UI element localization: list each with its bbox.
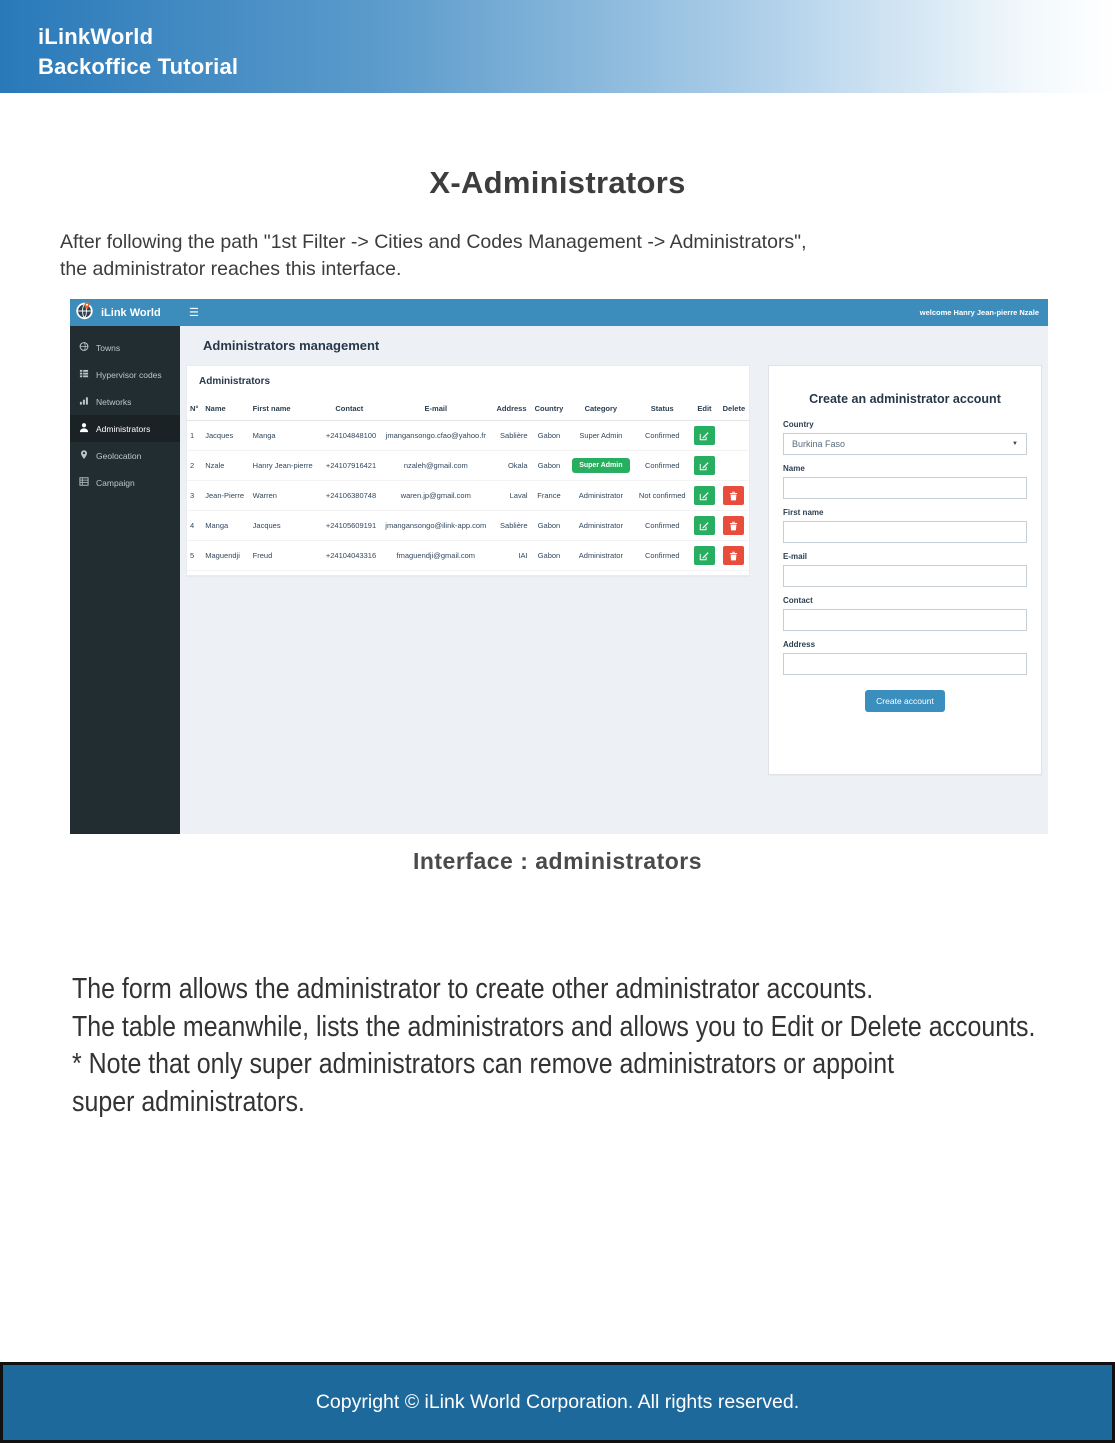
cell-category: Administrator bbox=[567, 541, 634, 571]
name-field[interactable] bbox=[783, 477, 1027, 499]
cell-contact: +24104043316 bbox=[320, 541, 380, 571]
map-pin-icon bbox=[79, 449, 89, 462]
hamburger-icon[interactable]: ☰ bbox=[189, 307, 199, 319]
edit-button[interactable] bbox=[694, 546, 715, 565]
cell-delete-empty bbox=[719, 421, 749, 451]
sidebar-item-label: Hypervisor codes bbox=[96, 369, 162, 380]
name-label: Name bbox=[783, 464, 805, 473]
cell-category: Administrator bbox=[567, 511, 634, 541]
col-first-name: First name bbox=[250, 399, 320, 421]
table-row bbox=[187, 481, 749, 511]
delete-button[interactable] bbox=[723, 486, 744, 505]
intro-paragraph bbox=[60, 229, 1115, 283]
administrators-panel bbox=[186, 365, 750, 576]
app-main bbox=[180, 299, 1048, 834]
col-country: Country bbox=[531, 399, 568, 421]
document-header bbox=[0, 0, 1115, 93]
email-label: E-mail bbox=[783, 552, 808, 561]
cell-contact: +24106380748 bbox=[320, 481, 380, 511]
cell-email: fmaguendji@gmail.com bbox=[379, 541, 492, 571]
app-content bbox=[180, 326, 1048, 834]
app-screenshot bbox=[70, 299, 1048, 834]
app-page-heading: Administrators management bbox=[203, 338, 380, 353]
header-subtitle: Backoffice Tutorial bbox=[38, 54, 239, 79]
email-field[interactable] bbox=[783, 565, 1027, 587]
cell-country: Gabon bbox=[531, 451, 568, 481]
cell-email: jmangansongo.cfao@yahoo.fr bbox=[379, 421, 492, 451]
cell-first-name: Warren bbox=[250, 481, 320, 511]
table-header-row bbox=[187, 399, 749, 421]
copyright-text: Copyright © iLink World Corporation. All rights reserved. bbox=[315, 1391, 800, 1413]
first-name-label: First name bbox=[783, 508, 824, 517]
col-email: E-mail bbox=[379, 399, 492, 421]
ilink-logo-icon bbox=[75, 301, 94, 325]
body-paragraph bbox=[72, 971, 1036, 1121]
sidebar-item-hypervisor-codes[interactable] bbox=[70, 361, 180, 388]
cell-name: Manga bbox=[202, 511, 249, 541]
cell-address: Sablière bbox=[492, 511, 530, 541]
cell-country: France bbox=[531, 481, 568, 511]
table-row bbox=[187, 541, 749, 571]
country-label: Country bbox=[783, 420, 814, 429]
edit-button[interactable] bbox=[694, 456, 715, 475]
list-icon bbox=[79, 476, 89, 489]
body-line-4: super administrators. bbox=[72, 1085, 305, 1118]
cell-number: 3 bbox=[187, 481, 202, 511]
cell-name: Jean-Pierre bbox=[202, 481, 249, 511]
cell-address: Sablière bbox=[492, 421, 530, 451]
country-select-value: Burkina Faso bbox=[792, 439, 846, 449]
cell-contact: +24104848100 bbox=[320, 421, 380, 451]
cell-address: Okala bbox=[492, 451, 530, 481]
app-topbar bbox=[180, 299, 1048, 326]
contact-label: Contact bbox=[783, 596, 813, 605]
administrators-table bbox=[187, 399, 749, 571]
brand-name: iLink World bbox=[101, 306, 161, 319]
create-account-panel bbox=[768, 365, 1042, 775]
table-row bbox=[187, 421, 749, 451]
intro-line-2: the administrator reaches this interface. bbox=[60, 258, 402, 280]
sidebar-item-label: Administrators bbox=[96, 423, 151, 434]
chevron-down-icon: ▼ bbox=[1012, 441, 1018, 447]
body-line-2: The table meanwhile, lists the administrators and allows you to Edit or Delete accounts. bbox=[72, 1010, 1036, 1043]
body-line-3: * Note that only super administrators can remove administrators or appoint bbox=[72, 1048, 895, 1080]
form-title: Create an administrator account bbox=[809, 392, 1001, 406]
sidebar-item-towns[interactable] bbox=[70, 334, 180, 361]
cell-first-name: Manga bbox=[250, 421, 320, 451]
col-name: Name bbox=[202, 399, 249, 421]
address-label: Address bbox=[783, 640, 816, 649]
contact-field[interactable] bbox=[783, 609, 1027, 631]
first-name-field[interactable] bbox=[783, 521, 1027, 543]
figure-caption: Interface : administrators bbox=[412, 848, 703, 874]
cell-number: 5 bbox=[187, 541, 202, 571]
edit-button[interactable] bbox=[694, 516, 715, 535]
cell-country: Gabon bbox=[531, 511, 568, 541]
table-row bbox=[187, 511, 749, 541]
sidebar-item-label: Campaign bbox=[96, 477, 135, 488]
sidebar bbox=[70, 299, 180, 834]
cell-email: nzaleh@gmail.com bbox=[379, 451, 492, 481]
super-admin-badge[interactable]: Super Admin bbox=[572, 458, 629, 473]
cell-category: Super Admin bbox=[567, 421, 634, 451]
col-edit: Edit bbox=[690, 399, 719, 421]
cell-delete-empty bbox=[719, 451, 749, 481]
table-row bbox=[187, 451, 749, 481]
cell-category: Administrator bbox=[567, 481, 634, 511]
cell-status: Confirmed bbox=[634, 541, 690, 571]
sidebar-item-campaign[interactable] bbox=[70, 469, 180, 496]
sidebar-item-administrators[interactable] bbox=[70, 415, 180, 442]
cell-contact: +24107916421 bbox=[320, 451, 380, 481]
sidebar-menu bbox=[70, 326, 180, 496]
sidebar-logo-band bbox=[70, 299, 180, 326]
list-grid-icon bbox=[79, 368, 89, 381]
address-field[interactable] bbox=[783, 653, 1027, 675]
cell-name: Jacques bbox=[202, 421, 249, 451]
intro-line-1: After following the path "1st Filter -> Cities and Codes Management -> Administrators", bbox=[60, 231, 807, 253]
cell-number: 1 bbox=[187, 421, 202, 451]
sidebar-item-label: Networks bbox=[96, 396, 132, 407]
col-contact: Contact bbox=[320, 399, 380, 421]
country-select[interactable] bbox=[783, 433, 1027, 455]
body-line-1: The form allows the administrator to create other administrator accounts. bbox=[72, 973, 874, 1005]
cell-address: IAI bbox=[492, 541, 530, 571]
delete-button[interactable] bbox=[723, 546, 744, 565]
panel-title: Administrators bbox=[199, 376, 271, 387]
sidebar-item-label: Towns bbox=[96, 342, 121, 353]
cell-contact: +24105609191 bbox=[320, 511, 380, 541]
user-icon bbox=[79, 422, 89, 435]
welcome-text: welcome Hanry Jean-pierre Nzale bbox=[919, 308, 1039, 317]
document-footer bbox=[0, 1362, 1115, 1443]
sidebar-item-networks[interactable] bbox=[70, 388, 180, 415]
cell-first-name: Freud bbox=[250, 541, 320, 571]
cell-name: Maguendji bbox=[202, 541, 249, 571]
edit-button[interactable] bbox=[694, 426, 715, 445]
cell-status: Confirmed bbox=[634, 451, 690, 481]
cell-first-name: Jacques bbox=[250, 511, 320, 541]
header-brand: iLinkWorld bbox=[38, 24, 154, 49]
cell-email: waren.jp@gmail.com bbox=[379, 481, 492, 511]
col-status: Status bbox=[634, 399, 690, 421]
cell-number: 2 bbox=[187, 451, 202, 481]
page-title: X-Administrators bbox=[429, 165, 686, 200]
cell-country: Gabon bbox=[531, 541, 568, 571]
col-delete: Delete bbox=[719, 399, 749, 421]
cell-country: Gabon bbox=[531, 421, 568, 451]
cell-address: Laval bbox=[492, 481, 530, 511]
cell-name: Nzale bbox=[202, 451, 249, 481]
cell-email: jmangansongo@ilink-app.com bbox=[379, 511, 492, 541]
cell-status: Confirmed bbox=[634, 421, 690, 451]
delete-button[interactable] bbox=[723, 516, 744, 535]
globe-icon bbox=[79, 341, 89, 354]
sidebar-item-geolocation[interactable] bbox=[70, 442, 180, 469]
sidebar-item-label: Geolocation bbox=[96, 450, 142, 461]
signal-bars-icon bbox=[79, 395, 89, 408]
create-account-button[interactable]: Create account bbox=[865, 690, 945, 712]
cell-status: Confirmed bbox=[634, 511, 690, 541]
edit-button[interactable] bbox=[694, 486, 715, 505]
cell-number: 4 bbox=[187, 511, 202, 541]
cell-first-name: Hanry Jean-pierre bbox=[250, 451, 320, 481]
col-address: Address bbox=[492, 399, 530, 421]
col-number: N° bbox=[187, 399, 202, 421]
cell-status: Not confirmed bbox=[634, 481, 690, 511]
col-category: Category bbox=[567, 399, 634, 421]
